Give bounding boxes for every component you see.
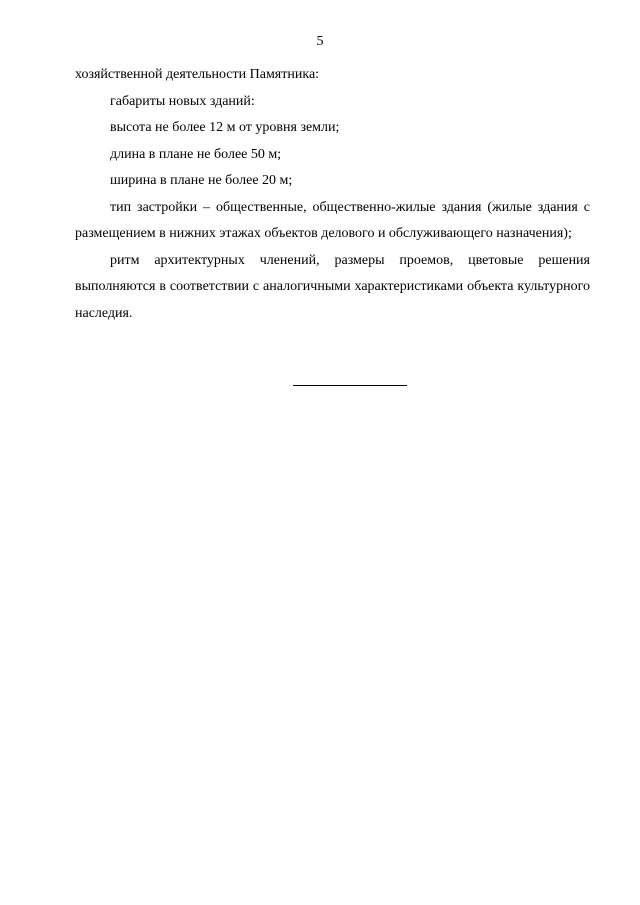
- end-separator-line: [293, 385, 407, 386]
- document-body: [75, 62, 590, 327]
- paragraph-width-limit: ширина в плане не более 20 м;: [110, 173, 293, 188]
- paragraph-continuation: хозяйственной деятельности Памятника:: [75, 67, 320, 82]
- page-number: 5: [316, 34, 324, 49]
- paragraph-length-limit: длина в плане не более 50 м;: [110, 146, 282, 162]
- paragraph-architectural-rhythm: ритм архитектурных членений, размеры проемов, цветовые решения выполняются в соответствии с аналогичными характеристиками объекта культурного наследия.: [75, 252, 590, 321]
- paragraph-building-type: тип застройки – общественные, общественно-жилые здания (жилые здания с размещением в нижних этажах объектов делового и обслуживающего назначения);: [75, 199, 590, 241]
- paragraph-building-dimensions: габариты новых зданий:: [110, 93, 255, 109]
- paragraph-height-limit: высота не более 12 м от уровня земли;: [110, 120, 340, 135]
